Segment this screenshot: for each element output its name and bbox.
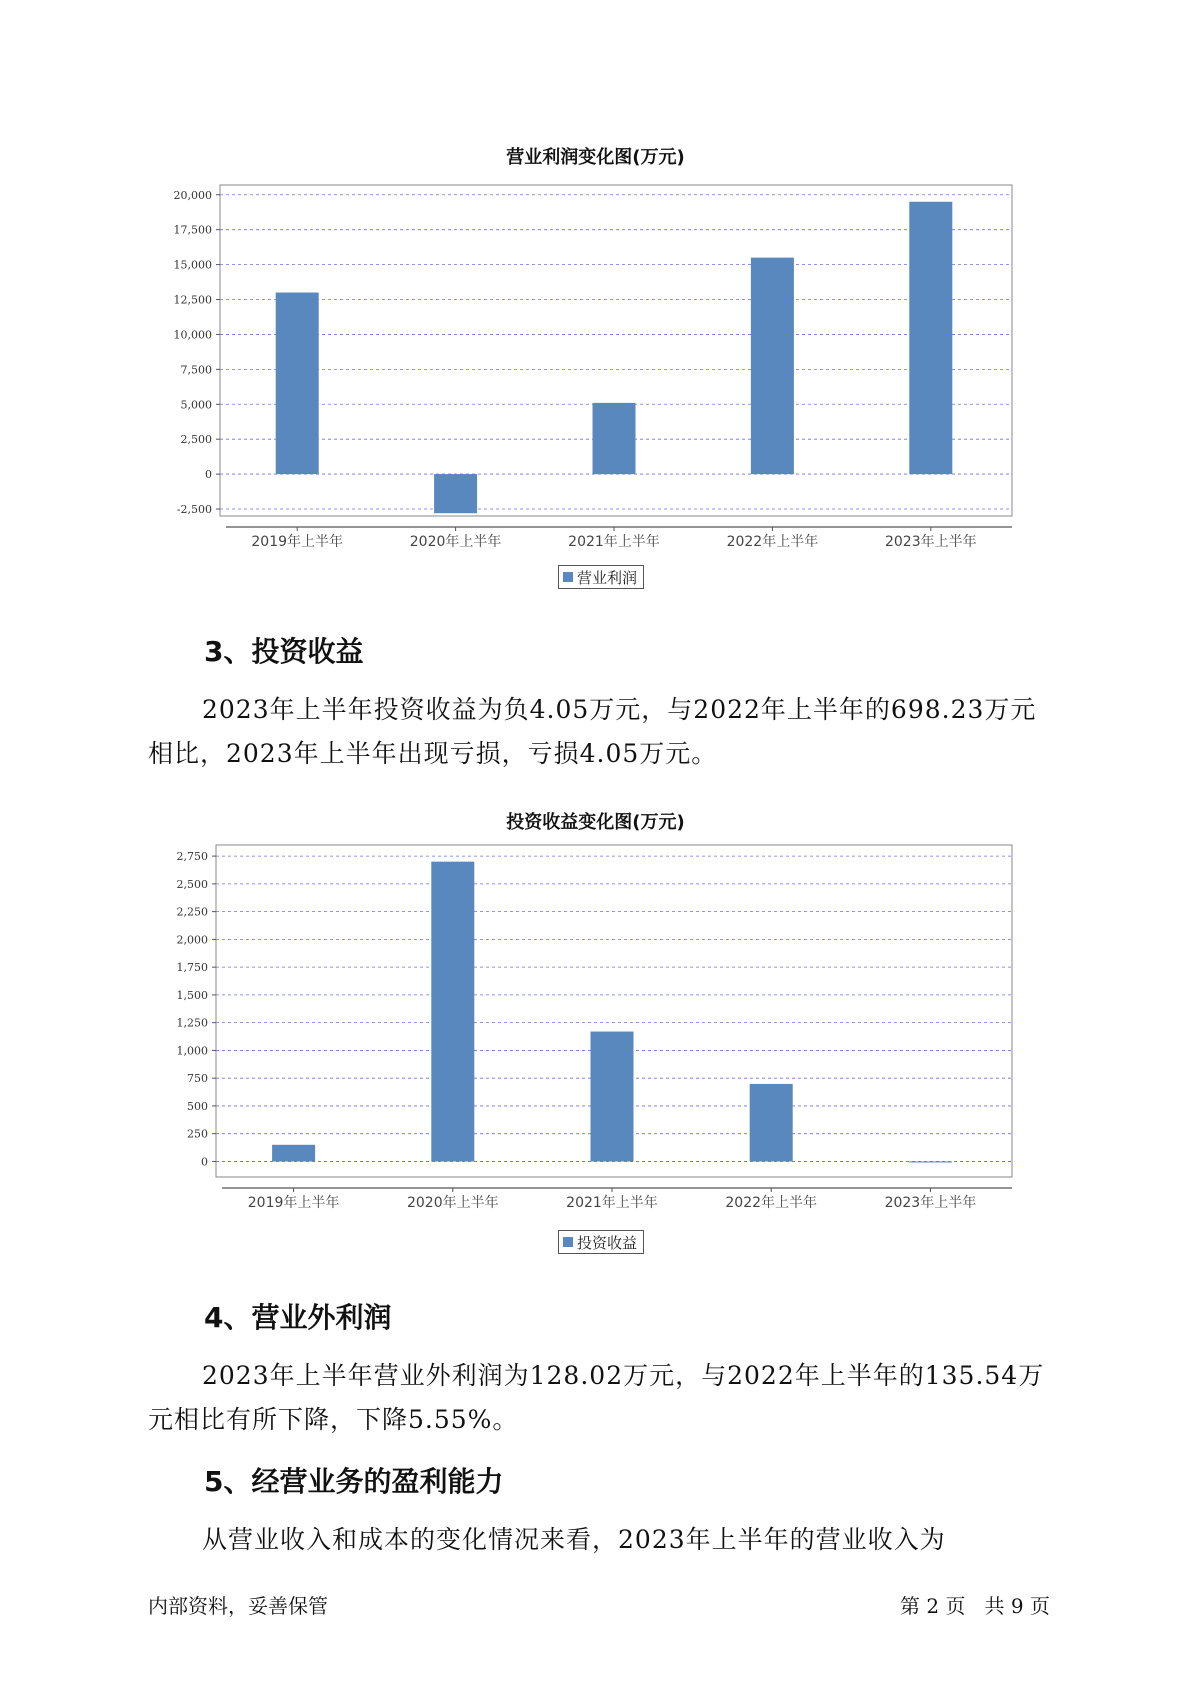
para-non-operating-profit: 2023年上半年营业外利润为128.02万元，与2022年上半年的135.54万元相比有所下降，下降5.55%。 [148, 1361, 1045, 1434]
x-tick-label: 2020年上半年 [406, 1195, 499, 1211]
y-tick-label: 2,500 [176, 877, 208, 891]
y-tick-label: 1,500 [176, 988, 208, 1002]
y-tick-label: 2,250 [176, 905, 208, 919]
legend-swatch [563, 1237, 573, 1247]
y-tick-label: 500 [187, 1099, 208, 1113]
y-tick-label: 12,500 [173, 293, 212, 307]
x-tick-label: 2019年上半年 [247, 1195, 340, 1211]
y-tick-label: 15,000 [173, 258, 212, 272]
x-tick-label: 2021年上半年 [568, 534, 660, 550]
x-tick-label: 2021年上半年 [566, 1195, 658, 1211]
y-tick-label: 0 [201, 1155, 208, 1169]
bar-2021年上半年 [591, 1032, 634, 1162]
y-tick-label: 2,000 [176, 933, 208, 947]
chart2-legend [558, 1230, 644, 1254]
y-tick-label: -2,500 [176, 503, 212, 517]
x-tick-label: 2023年上半年 [884, 534, 977, 550]
chart1-legend-label: 营业利润 [577, 568, 638, 587]
bar-2019年上半年 [272, 1145, 315, 1162]
chart1-title: 营业利润变化图(万元) [506, 147, 685, 168]
heading-non-operating-profit: 4、营业外利润 [204, 1301, 392, 1334]
y-tick-label: 750 [187, 1072, 208, 1086]
y-tick-label: 0 [205, 468, 212, 482]
y-tick-label: 17,500 [173, 223, 212, 237]
y-tick-label: 250 [187, 1127, 208, 1141]
y-tick-label: 5,000 [180, 398, 212, 412]
x-tick-label: 2020年上半年 [409, 534, 502, 550]
y-tick-label: 1,750 [176, 961, 208, 975]
chart2-legend-label: 投资收益 [577, 1233, 638, 1252]
y-tick-label: 2,500 [180, 433, 212, 447]
footer-confidential: 内部资料，妥善保管 [148, 1594, 328, 1618]
y-tick-label: 10,000 [173, 328, 212, 342]
x-tick-label: 2022年上半年 [725, 1195, 818, 1211]
y-tick-label: 7,500 [180, 363, 212, 377]
para-investment-income: 2023年上半年投资收益为负4.05万元，与2022年上半年的698.23万元相比，2023年上半年出现亏损，亏损4.05万元。 [148, 695, 1037, 768]
bar-2022年上半年 [750, 1084, 793, 1162]
footer-page-number: 第 2 页 共 9 页 [900, 1594, 1050, 1618]
x-tick-label: 2019年上半年 [251, 534, 344, 550]
x-tick-label: 2022年上半年 [726, 534, 819, 550]
y-tick-label: 20,000 [173, 188, 212, 202]
y-tick-label: 1,250 [176, 1016, 208, 1030]
heading-profitability: 5、经营业务的盈利能力 [204, 1465, 504, 1498]
heading-investment-income: 3、投资收益 [204, 635, 364, 668]
x-tick-label: 2023年上半年 [884, 1195, 977, 1211]
y-tick-label: 2,750 [176, 850, 208, 864]
y-tick-label: 1,000 [176, 1044, 208, 1058]
para-profitability: 从营业收入和成本的变化情况来看，2023年上半年的营业收入为 [202, 1525, 946, 1554]
bar-2020年上半年 [431, 862, 474, 1162]
chart2-title: 投资收益变化图(万元) [506, 812, 685, 833]
